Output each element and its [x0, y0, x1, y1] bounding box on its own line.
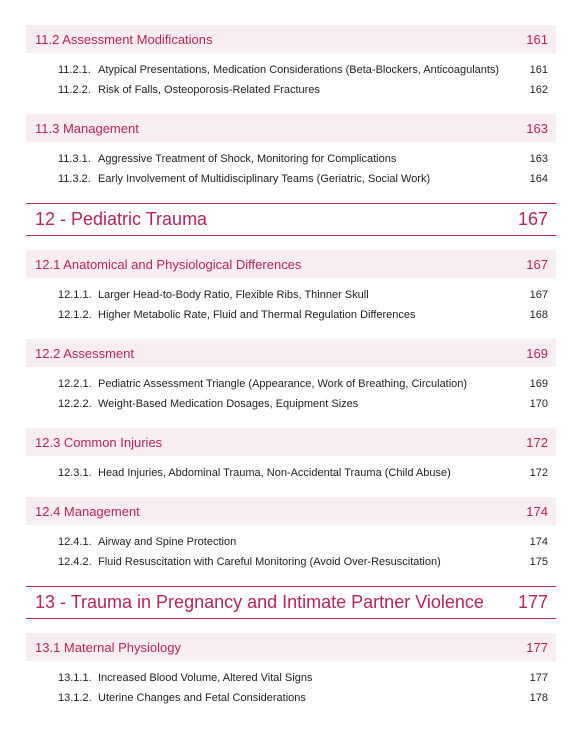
chapter-title: 13 - Trauma in Pregnancy and Intimate Partner Violence [35, 592, 484, 612]
entry-title: Weight-Based Medication Dosages, Equipment Sizes [98, 398, 359, 410]
section-heading[interactable] [26, 114, 556, 142]
entry-title: Head Injuries, Abdominal Trauma, Non-Accidental Trauma (Child Abuse) [98, 467, 451, 479]
toc-entry[interactable] [58, 149, 548, 169]
subsection-list [26, 53, 556, 100]
entry-number: 12.4.2. [58, 556, 92, 568]
toc-entry[interactable] [58, 532, 548, 552]
entry-page: 164 [529, 173, 548, 185]
entry-number: 11.2.1. [58, 64, 91, 76]
section-page: 172 [526, 434, 548, 450]
section-page: 174 [526, 503, 548, 519]
entry-page: 178 [529, 692, 548, 704]
section-page: 163 [526, 120, 548, 136]
section-12-4 [26, 497, 556, 572]
entry-title: Uterine Changes and Fetal Considerations [98, 692, 306, 704]
entry-title: Airway and Spine Protection [98, 536, 237, 548]
entry-number: 11.3.2. [58, 173, 91, 185]
section-page: 169 [526, 345, 548, 361]
section-title: 13.1 Maternal Physiology [35, 639, 181, 655]
section-12-2 [26, 339, 556, 414]
entry-title: Larger Head-to-Body Ratio, Flexible Ribs, Thinner Skull [98, 289, 369, 301]
section-heading[interactable] [26, 250, 556, 278]
section-heading[interactable] [26, 497, 556, 525]
section-12-3 [26, 428, 556, 483]
entry-number: 12.4.1. [58, 536, 92, 548]
entry-page: 163 [529, 153, 548, 165]
entry-page: 167 [529, 289, 548, 301]
entry-title: Pediatric Assessment Triangle (Appearance, Work of Breathing, Circulation) [98, 378, 468, 390]
entry-page: 172 [529, 467, 548, 479]
section-heading[interactable] [26, 25, 556, 53]
toc-entry[interactable] [58, 394, 548, 414]
entry-title: Atypical Presentations, Medication Considerations (Beta-Blockers, Anticoagulants) [98, 64, 500, 76]
entry-number: 11.3.1. [58, 153, 91, 165]
toc-entry[interactable] [58, 463, 548, 483]
entry-page: 174 [529, 536, 548, 548]
entry-title: Aggressive Treatment of Shock, Monitoring for Complications [98, 153, 397, 165]
section-title: 11.3 Management [35, 120, 139, 136]
chapter-12-heading[interactable] [26, 203, 556, 236]
section-page: 177 [526, 639, 548, 655]
subsection-list [26, 456, 556, 483]
chapter-title: 12 - Pediatric Trauma [35, 209, 208, 229]
entry-page: 175 [529, 556, 548, 568]
entry-number: 13.1.2. [58, 692, 92, 704]
toc-entry[interactable] [58, 60, 548, 80]
toc-entry[interactable] [58, 688, 548, 708]
section-heading[interactable] [26, 428, 556, 456]
subsection-list [26, 661, 556, 708]
subsection-list [26, 525, 556, 572]
entry-page: 169 [529, 378, 548, 390]
section-title: 12.1 Anatomical and Physiological Differences [35, 256, 302, 272]
chapter-13-heading[interactable] [26, 586, 556, 619]
section-11-2 [26, 25, 556, 100]
section-heading[interactable] [26, 339, 556, 367]
toc-entry[interactable] [58, 285, 548, 305]
section-page: 161 [526, 31, 548, 47]
section-12-1 [26, 250, 556, 325]
toc-entry[interactable] [58, 80, 548, 100]
entry-page: 162 [529, 84, 548, 96]
chapter-page: 167 [517, 209, 548, 229]
entry-title: Early Involvement of Multidisciplinary Teams (Geriatric, Social Work) [98, 173, 431, 185]
entry-number: 12.2.2. [58, 398, 92, 410]
toc-entry[interactable] [58, 668, 548, 688]
chapter-page: 177 [517, 592, 548, 612]
subsection-list [26, 278, 556, 325]
section-title: 11.2 Assessment Modifications [35, 31, 213, 47]
entry-number: 12.3.1. [58, 467, 92, 479]
entry-number: 12.1.1. [58, 289, 92, 301]
entry-title: Risk of Falls, Osteoporosis-Related Fractures [98, 84, 320, 96]
entry-page: 168 [529, 309, 548, 321]
section-page: 167 [526, 256, 548, 272]
entry-title: Fluid Resuscitation with Careful Monitoring (Avoid Over-Resuscitation) [98, 556, 441, 568]
section-title: 12.3 Common Injuries [35, 434, 163, 450]
entry-page: 177 [529, 672, 548, 684]
section-title: 12.2 Assessment [35, 345, 134, 361]
entry-number: 13.1.1. [58, 672, 92, 684]
entry-page: 170 [529, 398, 548, 410]
subsection-list [26, 367, 556, 414]
entry-number: 12.1.2. [58, 309, 92, 321]
section-13-1 [26, 633, 556, 708]
entry-title: Increased Blood Volume, Altered Vital Signs [98, 672, 313, 684]
section-title: 12.4 Management [35, 503, 140, 519]
entry-number: 11.2.2. [58, 84, 91, 96]
subsection-list [26, 142, 556, 189]
toc-entry[interactable] [58, 169, 548, 189]
toc-entry[interactable] [58, 552, 548, 572]
entry-number: 12.2.1. [58, 378, 92, 390]
entry-page: 161 [529, 64, 548, 76]
toc-entry[interactable] [58, 305, 548, 325]
section-heading[interactable] [26, 633, 556, 661]
table-of-contents [26, 25, 556, 708]
toc-entry[interactable] [58, 374, 548, 394]
entry-title: Higher Metabolic Rate, Fluid and Thermal Regulation Differences [98, 309, 416, 321]
section-11-3 [26, 114, 556, 189]
